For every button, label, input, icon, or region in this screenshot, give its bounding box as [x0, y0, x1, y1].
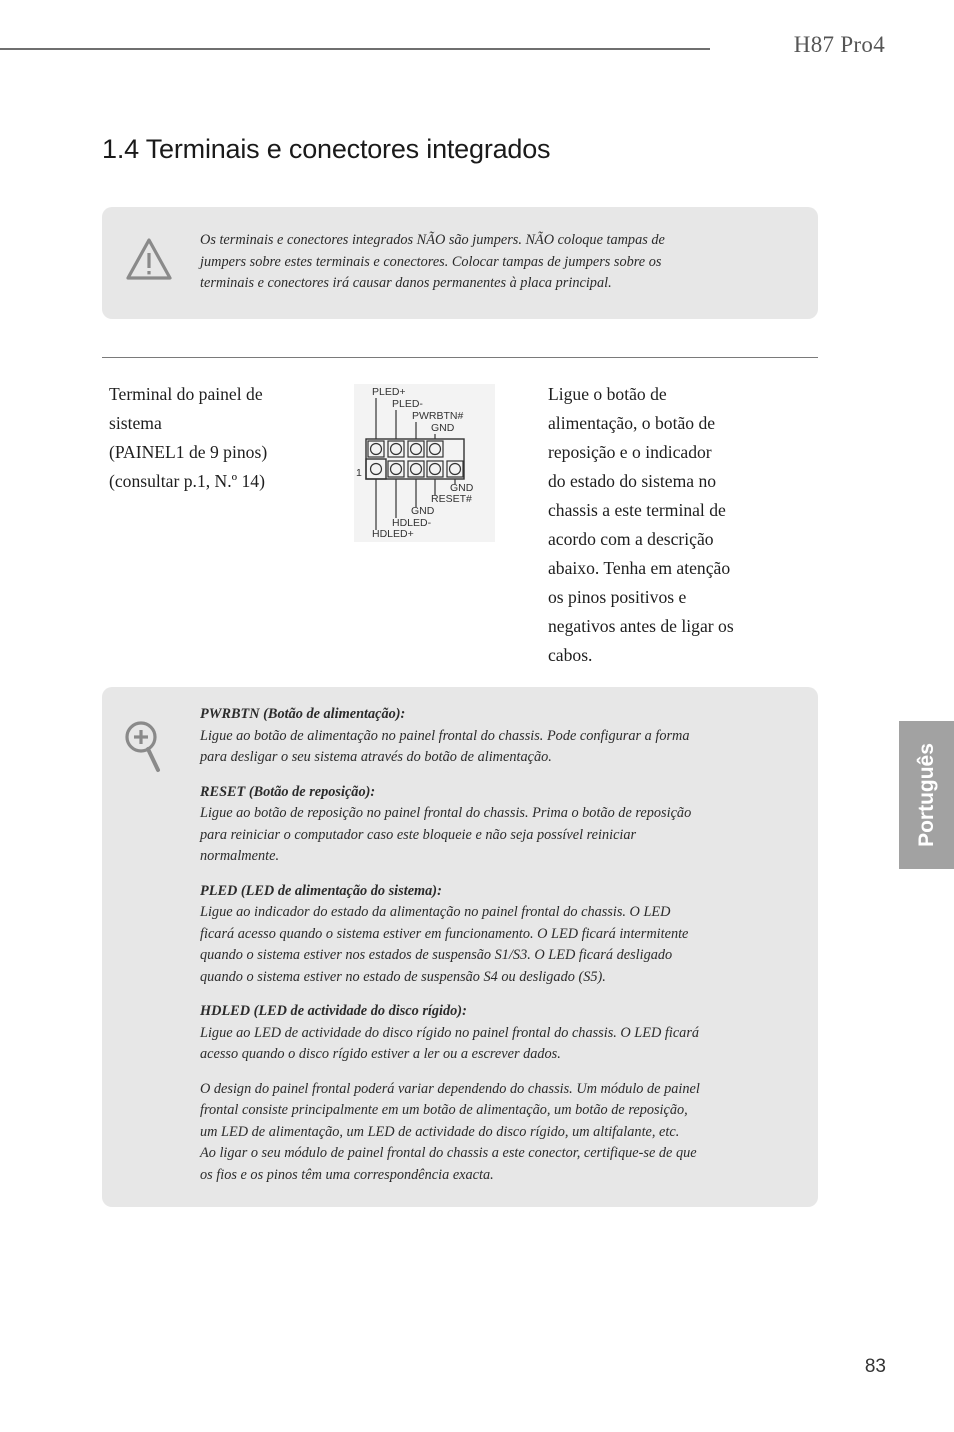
pin-label-gnd-mid: GND [411, 505, 435, 517]
connector-name-line: sistema [109, 413, 162, 433]
pin-label-pwrbtn: PWRBTN# [412, 410, 464, 422]
info-line: Ligue ao botão de alimentação no painel frontal do chassis. Pode configurar a forma [200, 727, 690, 744]
info-section-pled [200, 881, 752, 989]
info-heading: HDLED (LED de actividade do disco rígido): [200, 1003, 467, 1019]
connector-name-line: Terminal do painel de [109, 384, 263, 404]
note-line: O design do painel frontal poderá variar dependendo do chassis. Um módulo de painel [200, 1080, 700, 1097]
pin-label-hdled-minus: HDLED- [392, 517, 432, 529]
pin-label-hdled-plus: HDLED+ [372, 528, 414, 540]
section-title: 1.4 Terminais e conectores integrados [102, 134, 551, 164]
info-line: para reiniciar o computador caso este bloqueie e não seja possível reiniciar [200, 826, 637, 843]
language-tab-label: Português [914, 743, 938, 847]
connector-name-line: (PAINEL1 de 9 pinos) [109, 442, 268, 462]
description-line: alimentação, o botão de [548, 413, 716, 433]
info-line: Ligue ao indicador do estado da alimentação no painel frontal do chassis. O LED [200, 904, 671, 920]
page-number: 83 [864, 1356, 886, 1377]
description-line: acordo com a descrição [548, 529, 714, 549]
description-line: reposição e o indicador [548, 442, 712, 462]
pin-label-pled-plus: PLED+ [372, 386, 406, 398]
info-heading: PLED (LED de alimentação do sistema): [200, 882, 442, 899]
info-line: Ligue ao LED de actividade do disco rígido no painel frontal do chassis. O LED ficará [200, 1024, 700, 1041]
pin-label-gnd-bottom: GND [450, 482, 474, 494]
warning-line: Os terminais e conectores integrados NÃO são jumpers. NÃO coloque tampas de [200, 232, 665, 248]
pin-label-gnd-top: GND [431, 422, 455, 434]
description-line: cabos. [548, 645, 593, 665]
info-section-hdled [200, 1001, 752, 1066]
description-line: do estado do sistema no [548, 471, 717, 491]
connector-name [109, 380, 329, 496]
note-line: Ao ligar o seu módulo de painel frontal do chassis a este conector, certifique-se de que [200, 1145, 697, 1161]
connector-name-line: (consultar p.1, N.º 14) [109, 471, 265, 491]
connector-description [548, 380, 763, 670]
info-line: Ligue ao botão de reposição no painel frontal do chassis. Prima o botão de reposição [200, 805, 692, 821]
magnifier-plus-icon [124, 720, 164, 774]
info-line: quando o sistema estiver no estado de suspensão S4 ou desligado (S5). [200, 968, 606, 985]
info-text [200, 704, 752, 1199]
language-tab [899, 721, 954, 869]
description-line: Ligue o botão de [548, 384, 667, 404]
info-line: ficará acesso quando o sistema estiver em funcionamento. O LED ficará intermitente [200, 925, 689, 942]
section-divider [102, 357, 818, 358]
note-line: um LED de alimentação, um LED de actividade do disco rígido, um altifalante, etc. [200, 1123, 680, 1140]
info-line: para desligar o seu sistema através do botão de alimentação. [200, 749, 552, 765]
warning-line: terminais e conectores irá causar danos permanentes à placa principal. [200, 275, 612, 291]
info-line: acesso quando o disco rígido estiver a ler ou a escrever dados. [200, 1046, 561, 1062]
note-line: os fios e os pinos têm uma correspondência exacta. [200, 1166, 494, 1183]
note-line: frontal consiste principalmente em um botão de alimentação, um botão de reposição, [200, 1102, 688, 1118]
info-heading: RESET (Botão de reposição): [200, 783, 376, 800]
info-heading: PWRBTN (Botão de alimentação): [200, 706, 406, 722]
pin-diagram-drawing [354, 384, 495, 542]
warning-line: jumpers sobre estes terminais e conectores. Colocar tampas de jumpers sobre os [200, 253, 662, 270]
pin-diagram [354, 384, 495, 542]
info-section-pwrbtn [200, 704, 752, 769]
info-note [200, 1079, 752, 1187]
description-line: os pinos positivos e [548, 587, 687, 607]
info-section-reset [200, 782, 752, 868]
description-line: chassis a este terminal de [548, 500, 726, 520]
warning-text [200, 230, 740, 295]
model-name: H87 Pro4 [793, 32, 885, 57]
description-line: negativos antes de ligar os [548, 616, 734, 636]
warning-triangle-icon [124, 236, 174, 282]
pin-one-label: 1 [356, 467, 362, 479]
info-line: normalmente. [200, 848, 280, 864]
info-line: quando o sistema estiver nos estados de suspensão S1/S3. O LED ficará desligado [200, 947, 673, 963]
header-rule [0, 48, 710, 50]
pin-label-pled-minus: PLED- [392, 398, 423, 410]
description-line: abaixo. Tenha em atenção [548, 558, 731, 578]
pin-label-reset: RESET# [431, 493, 472, 505]
